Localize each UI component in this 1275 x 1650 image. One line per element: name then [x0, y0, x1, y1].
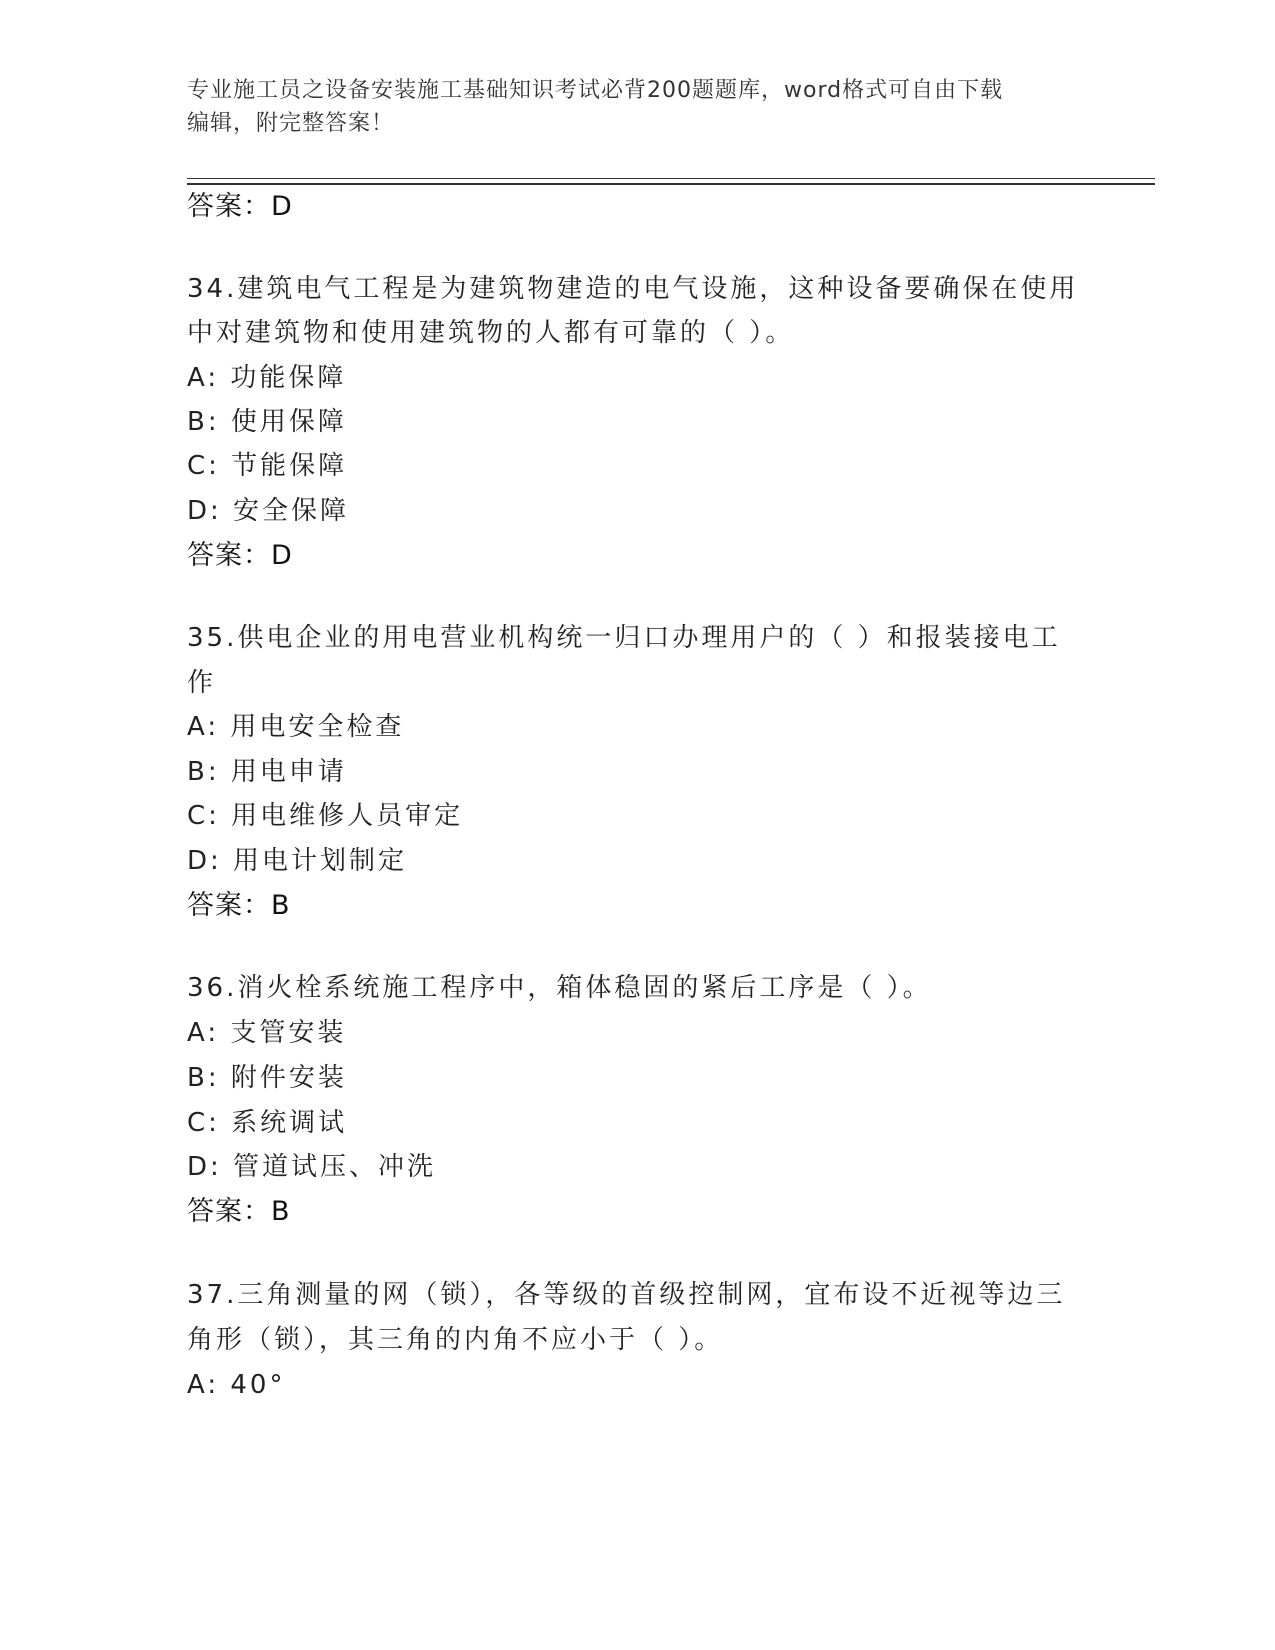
header-divider-thin	[187, 178, 1155, 179]
option-a: A: 40°	[187, 1370, 286, 1400]
option-b: B: 用电申请	[187, 757, 347, 787]
answer-line: 答案：B	[187, 1196, 291, 1227]
option-a: A: 功能保障	[187, 363, 347, 393]
option-b: B: 使用保障	[187, 407, 347, 437]
option-d: D: 管道试压、冲洗	[187, 1152, 437, 1182]
question-stem: 36.消火栓系统施工程序中，箱体稳固的紧后工序是（ ）。	[187, 973, 932, 1003]
header-title-line-2: 编辑，附完整答案！	[187, 111, 395, 136]
option-a: A: 支管安装	[187, 1018, 347, 1048]
option-c: C: 节能保障	[187, 451, 348, 481]
document-header	[187, 74, 1067, 140]
option-c: C: 系统调试	[187, 1108, 348, 1138]
answer-line: 答案：D	[187, 191, 293, 222]
question-stem-continued: 中对建筑物和使用建筑物的人都有可靠的（ ）。	[187, 318, 795, 348]
answer-line: 答案：D	[187, 540, 293, 571]
question-stem: 37.三角测量的网（锁），各等级的首级控制网，宜布设不近视等边三	[187, 1280, 1066, 1310]
header-title-line-1: 专业施工员之设备安装施工基础知识考试必背200题题库，word格式可自由下载	[187, 78, 1004, 103]
option-d: D: 安全保障	[187, 496, 350, 526]
option-d: D: 用电计划制定	[187, 846, 408, 876]
option-b: B: 附件安装	[187, 1063, 347, 1093]
header-divider-thick	[187, 183, 1155, 185]
option-c: C: 用电维修人员审定	[187, 801, 464, 831]
question-stem: 35.供电企业的用电营业机构统一归口办理用户的（ ）和报装接电工	[187, 623, 1061, 653]
question-stem: 34.建筑电气工程是为建筑物建造的电气设施，这种设备要确保在使用	[187, 274, 1079, 304]
answer-line: 答案：B	[187, 890, 291, 921]
option-a: A: 用电安全检查	[187, 712, 405, 742]
question-stem-continued: 作	[187, 668, 217, 698]
question-stem-continued: 角形（锁），其三角的内角不应小于（ ）。	[187, 1325, 724, 1355]
